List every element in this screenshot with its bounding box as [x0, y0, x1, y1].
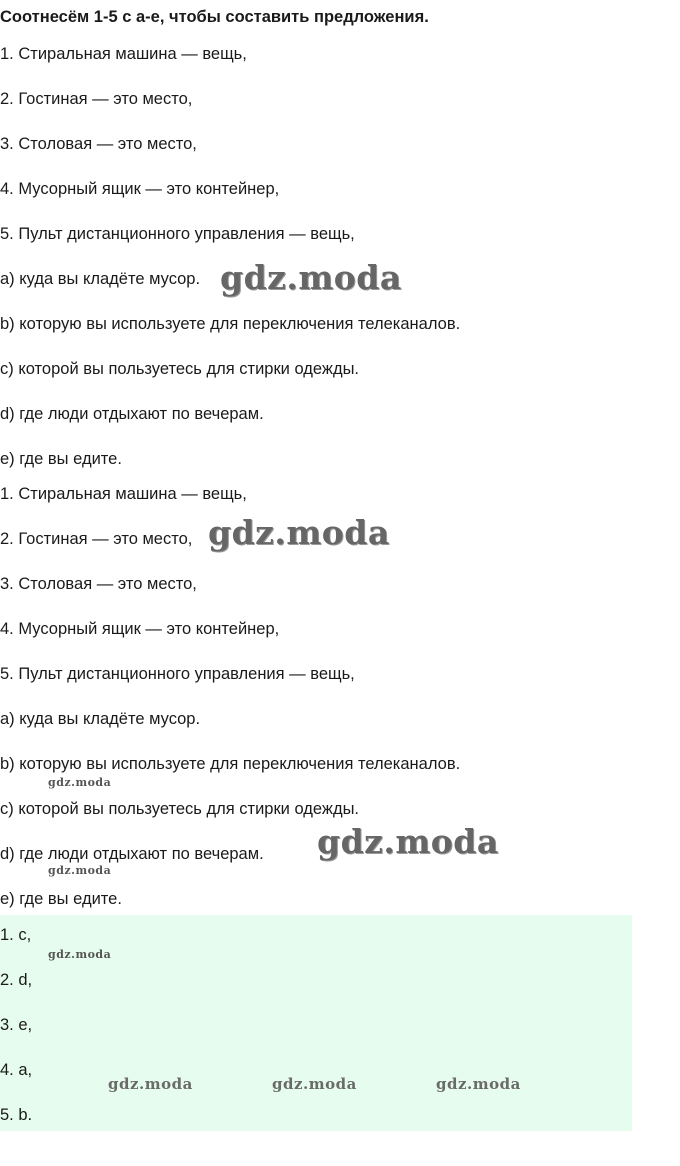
ending-a: a) куда вы кладёте мусор.	[0, 270, 201, 288]
watermark: gdz.moda	[208, 513, 390, 552]
ending-d: d) где люди отдыхают по вечерам.	[0, 405, 264, 423]
answer-3: 3. e,	[0, 1016, 33, 1034]
statement-4: 4. Мусорный ящик — это контейнер,	[0, 620, 280, 638]
statement-2: 2. Гостиная — это место,	[0, 90, 193, 108]
watermark: gdz.moda	[220, 258, 402, 297]
statement-1: 1. Стиральная машина — вещь,	[0, 485, 247, 503]
statement-4: 4. Мусорный ящик — это контейнер,	[0, 180, 280, 198]
ending-a: a) куда вы кладёте мусор.	[0, 710, 201, 728]
answer-5: 5. b.	[0, 1106, 33, 1124]
watermark: gdz.moda	[48, 948, 112, 961]
answer-2: 2. d,	[0, 971, 33, 989]
answer-1: 1. c,	[0, 926, 32, 944]
watermark: gdz.moda	[436, 1075, 521, 1093]
ending-c: c) которой вы пользуетесь для стирки одежды.	[0, 360, 360, 378]
watermark: gdz.moda	[272, 1075, 357, 1093]
statement-1: 1. Стиральная машина — вещь,	[0, 45, 247, 63]
statement-3: 3. Столовая — это место,	[0, 575, 197, 593]
statement-3: 3. Столовая — это место,	[0, 135, 197, 153]
ending-d: d) где люди отдыхают по вечерам.	[0, 845, 264, 863]
ending-e: e) где вы едите.	[0, 890, 122, 908]
statement-5: 5. Пульт дистанционного управления — вещь,	[0, 225, 355, 243]
watermark: gdz.moda	[48, 864, 112, 877]
statement-5: 5. Пульт дистанционного управления — вещь,	[0, 665, 355, 683]
watermark: gdz.moda	[317, 822, 499, 861]
ending-c: c) которой вы пользуетесь для стирки одежды.	[0, 800, 360, 818]
ending-b: b) которую вы используете для переключения телеканалов.	[0, 315, 461, 333]
task-title: Соотнесём 1-5 с a-e, чтобы составить предложения.	[0, 8, 429, 26]
watermark: gdz.moda	[48, 776, 112, 789]
watermark: gdz.moda	[108, 1075, 193, 1093]
ending-b: b) которую вы используете для переключения телеканалов.	[0, 755, 461, 773]
ending-e: e) где вы едите.	[0, 450, 122, 468]
statement-2: 2. Гостиная — это место,	[0, 530, 193, 548]
answer-4: 4. a,	[0, 1061, 33, 1079]
